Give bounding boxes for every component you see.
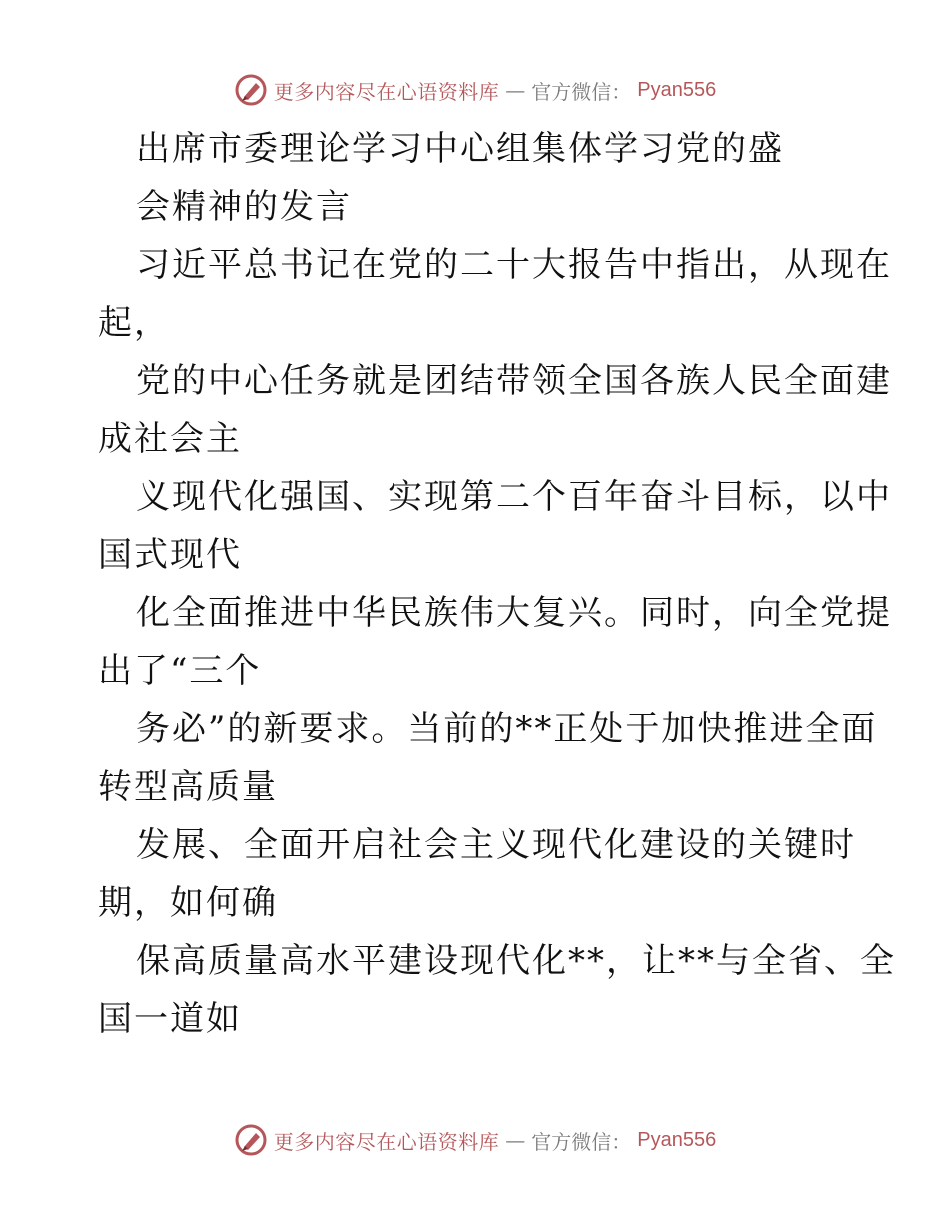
pen-logo-icon	[234, 1123, 268, 1157]
text-line: 务必”的新要求。当前的**正处于加快推进全面	[136, 709, 878, 749]
watermark-content	[234, 1123, 716, 1157]
text-line: 国一道如	[98, 999, 242, 1039]
watermark-account: Pyan556	[637, 78, 717, 101]
watermark-dash: —	[505, 1128, 526, 1152]
text-line: 转型高质量	[98, 767, 278, 807]
text-line: 成社会主	[98, 419, 242, 459]
text-line: 发展、全面开启社会主义现代化建设的关键时	[136, 825, 856, 865]
watermark-main-text: 更多内容尽在心语资料库	[273, 79, 500, 104]
header-watermark	[0, 70, 950, 110]
document-body	[98, 120, 896, 1048]
watermark-official-label: 官方微信：	[531, 79, 632, 104]
watermark-main-text: 更多内容尽在心语资料库	[273, 1129, 500, 1154]
watermark-content	[234, 73, 716, 107]
text-line: 国式现代	[98, 535, 242, 575]
text-line: 义现代化强国、实现第二个百年奋斗目标，以中	[136, 477, 892, 517]
pen-logo-icon	[234, 73, 268, 107]
footer-watermark	[0, 1120, 950, 1160]
text-line: 起，	[98, 303, 170, 343]
watermark-dash: —	[505, 78, 526, 102]
watermark-account: Pyan556	[637, 1128, 717, 1151]
text-line: 会精神的发言	[136, 187, 352, 227]
watermark-official-label: 官方微信：	[531, 1129, 632, 1154]
text-line: 化全面推进中华民族伟大复兴。同时，向全党提	[136, 593, 892, 633]
text-line: 习近平总书记在党的二十大报告中指出，从现在	[136, 245, 892, 285]
text-line: 期，如何确	[98, 883, 278, 923]
text-line: 保高质量高水平建设现代化**，让**与全省、全	[136, 941, 896, 981]
text-line: 出席市委理论学习中心组集体学习党的盛	[136, 129, 784, 169]
text-line: 党的中心任务就是团结带领全国各族人民全面建	[136, 361, 892, 401]
text-line: 出了“三个	[98, 651, 262, 691]
